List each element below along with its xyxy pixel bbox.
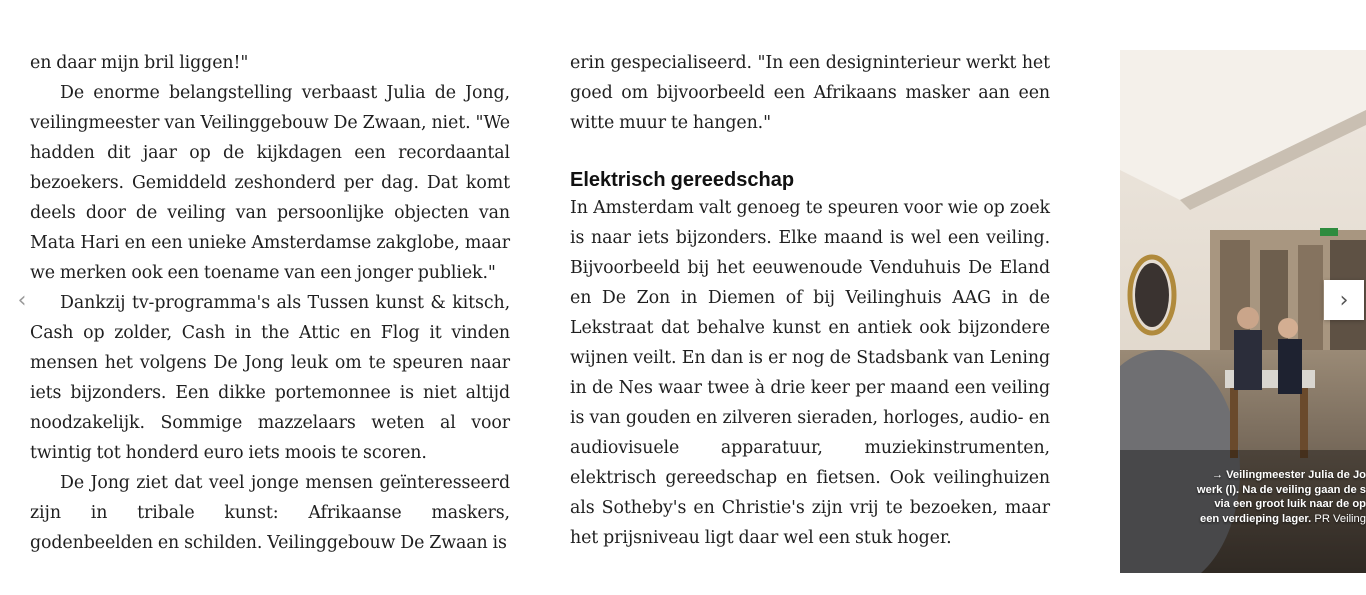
chevron-right-icon: › — [1339, 287, 1349, 313]
article-column-left — [30, 48, 510, 558]
article-column-right — [570, 48, 1050, 553]
paragraph: en daar mijn bril liggen!" — [30, 53, 249, 73]
paragraph: erin gespecialiseerd. "In een designinterieur werkt het goed om bijvoorbeeld een Afrikaans masker aan een witte muur te hangen." — [570, 53, 1050, 133]
chevron-left-icon: ‹ — [17, 287, 27, 313]
photo-credit: PR Veiling — [1314, 512, 1366, 525]
caption-line: werk (l). Na de veiling gaan de s — [1196, 483, 1366, 496]
paragraph: De Jong ziet dat veel jonge mensen geïnteresseerd zijn in tribale kunst: Afrikaanse maskers, godenbeelden en schilden. Veilinggebouw De Zwaan is — [30, 473, 510, 553]
paragraph: In Amsterdam valt genoeg te speuren voor wie op zoek is naar iets bijzonders. Elke maand is wel een veiling. Bijvoorbeeld bij het eeuwenoude Venduhuis De Eland en De Zon in Diemen of bij Veilinghuis AAG in de Lekstraat dat behalve kunst en antiek ook bijzondere wijnen veilt. En dan is er nog de Stadsbank van Lening in de Nes waar twee à drie keer per maand een veiling is van gouden en zilveren sieraden, horloges, audio- en audiovisuele apparatuur, muziekinstrumenten, elektrisch gereedschap en fietsen. Ook veilinghuizen als Sotheby's en Christie's zijn vrij te bezoeken, maar het prijsniveau ligt daar wel een stuk hoger. — [570, 198, 1050, 548]
photo-caption — [1120, 468, 1366, 526]
section-heading: Elektrisch gereedschap — [570, 169, 795, 191]
carousel-prev-button[interactable] — [2, 280, 42, 320]
caption-line: → Veilingmeester Julia de Jo — [1211, 469, 1366, 481]
paragraph: De enorme belangstelling verbaast Julia de Jong, veilingmeester van Veilinggebouw De Zwaan, niet. "We hadden dit jaar op de kijkdagen een recordaantal bezoekers. Gemiddeld zeshonderd per dag. Dat komt deels door de veiling van persoonlijke objecten van Mata Hari en een unieke Amsterdamse zakglobe, maar we merken ook een toename van een jonger publiek." — [30, 83, 510, 283]
paragraph: Dankzij tv-programma's als Tussen kunst & kitsch, Cash op zolder, Cash in the Attic en Flog it vinden mensen het volgens De Jong leuk om te speuren naar iets bijzonders. Een dikke portemonnee is niet altijd noodzakelijk. Sommige mazzelaars weten al voor twintig tot honderd euro iets moois te scoren. — [30, 293, 510, 463]
caption-line: via een groot luik naar de op — [1214, 498, 1366, 510]
caption-line: een verdieping lager. — [1199, 512, 1312, 525]
carousel-next-button[interactable] — [1324, 280, 1364, 320]
